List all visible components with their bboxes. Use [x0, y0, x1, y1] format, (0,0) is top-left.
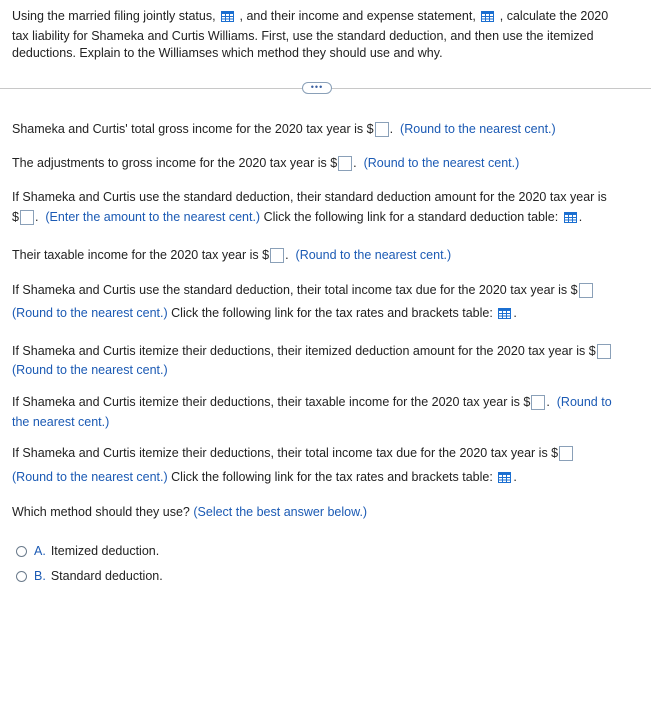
question-text: If Shameka and Curtis use the standard deduction, their total income tax due for the 2020 tax year is $ — [12, 283, 578, 297]
period: . — [513, 306, 517, 320]
standard-deduction-table-icon[interactable] — [564, 212, 577, 223]
option-a[interactable] — [16, 543, 159, 559]
radio-button[interactable] — [16, 546, 27, 557]
standard-tax-due-input[interactable] — [579, 283, 593, 298]
question-taxable-income — [12, 247, 451, 263]
question-text: Shameka and Curtis' total gross income for the 2020 tax year is $ — [12, 122, 374, 136]
adjustments-input[interactable] — [338, 156, 352, 171]
option-b[interactable] — [16, 568, 163, 584]
hint-text: the nearest cent.) — [12, 415, 110, 429]
question-gross-income — [12, 121, 556, 137]
question-standard-tax-due — [12, 282, 594, 298]
period: . — [34, 210, 39, 224]
period: . — [513, 470, 517, 484]
hint-text: (Round to the nearest cent.) — [295, 248, 452, 262]
period: . — [578, 210, 583, 224]
dollar-sign: $ — [12, 210, 19, 224]
hint-text: (Enter the amount to the nearest cent.) — [45, 210, 261, 224]
link-text: Click the following link for a standard deduction table: — [263, 210, 559, 224]
question-text: The adjustments to gross income for the 2020 tax year is $ — [12, 156, 338, 170]
question-itemized-deduction — [12, 343, 612, 359]
itemized-tax-due-input[interactable] — [559, 446, 573, 461]
intro-text: , and their income and expense statement, — [239, 9, 476, 23]
link-text: Click the following link for the tax rates and brackets table: — [171, 470, 493, 484]
tax-rates-table-icon[interactable] — [498, 472, 511, 483]
taxable-income-input[interactable] — [270, 248, 284, 263]
hint-text: (Round to the nearest cent.) — [12, 470, 168, 484]
option-label: Standard deduction. — [50, 569, 163, 583]
period: . — [546, 395, 550, 409]
tax-rates-table-icon[interactable] — [498, 308, 511, 319]
period: . — [353, 156, 357, 170]
income-statement-table-icon[interactable] — [481, 11, 494, 22]
itemized-taxable-income-input[interactable] — [531, 395, 545, 410]
question-text: If Shameka and Curtis itemize their deductions, their itemized deduction amount for the 2020 tax year is $ — [12, 344, 596, 358]
question-which-method — [12, 504, 367, 520]
question-itemized-taxable-income — [12, 394, 612, 410]
hint-text: (Round to the nearest cent.) — [12, 363, 168, 377]
radio-button[interactable] — [16, 571, 27, 582]
question-itemized-tax-due — [12, 445, 574, 461]
intro-text: Using the married filing jointly status, — [12, 9, 216, 23]
question-text: If Shameka and Curtis itemize their deductions, their total income tax due for the 2020 tax year is $ — [12, 446, 559, 460]
hint-text: (Round to the nearest cent.) — [12, 306, 168, 320]
question-adjustments — [12, 155, 519, 171]
more-button[interactable]: ••• — [302, 82, 332, 94]
hint-text: (Round to the nearest cent.) — [400, 122, 556, 136]
question-standard-deduction: If Shameka and Curtis use the standard deduction, their standard deduction amount for the 2020 tax year is — [12, 190, 607, 204]
hint-text: (Select the best answer below.) — [193, 505, 368, 519]
question-text: Their taxable income for the 2020 tax year is $ — [12, 248, 270, 262]
question-text: If Shameka and Curtis itemize their deductions, their taxable income for the 2020 tax year is $ — [12, 395, 531, 409]
question-standard-deduction-line2 — [12, 209, 582, 225]
hint-text: (Round to the nearest cent.) — [363, 156, 520, 170]
intro-line-2: tax liability for Shameka and Curtis Williams. First, use the standard deduction, and then use the itemized — [12, 29, 594, 43]
standard-deduction-input[interactable] — [20, 210, 34, 225]
hint-text: (Round to — [556, 395, 612, 409]
itemized-deduction-input[interactable] — [597, 344, 611, 359]
option-letter: A. — [34, 544, 46, 558]
intro-line-1 — [12, 8, 608, 24]
question-standard-tax-due-line2 — [12, 305, 517, 321]
period: . — [389, 122, 394, 136]
option-letter: B. — [34, 569, 46, 583]
question-text: Which method should they use? — [12, 505, 190, 519]
intro-line-3: deductions. Explain to the Williamses which method they should use and why. — [12, 46, 443, 60]
link-text: Click the following link for the tax rates and brackets table: — [171, 306, 493, 320]
period: . — [285, 248, 289, 262]
gross-income-input[interactable] — [375, 122, 389, 137]
intro-text: , calculate the 2020 — [499, 9, 609, 23]
question-itemized-tax-due-line2 — [12, 469, 517, 485]
option-label: Itemized deduction. — [50, 544, 160, 558]
filing-status-table-icon[interactable] — [221, 11, 234, 22]
